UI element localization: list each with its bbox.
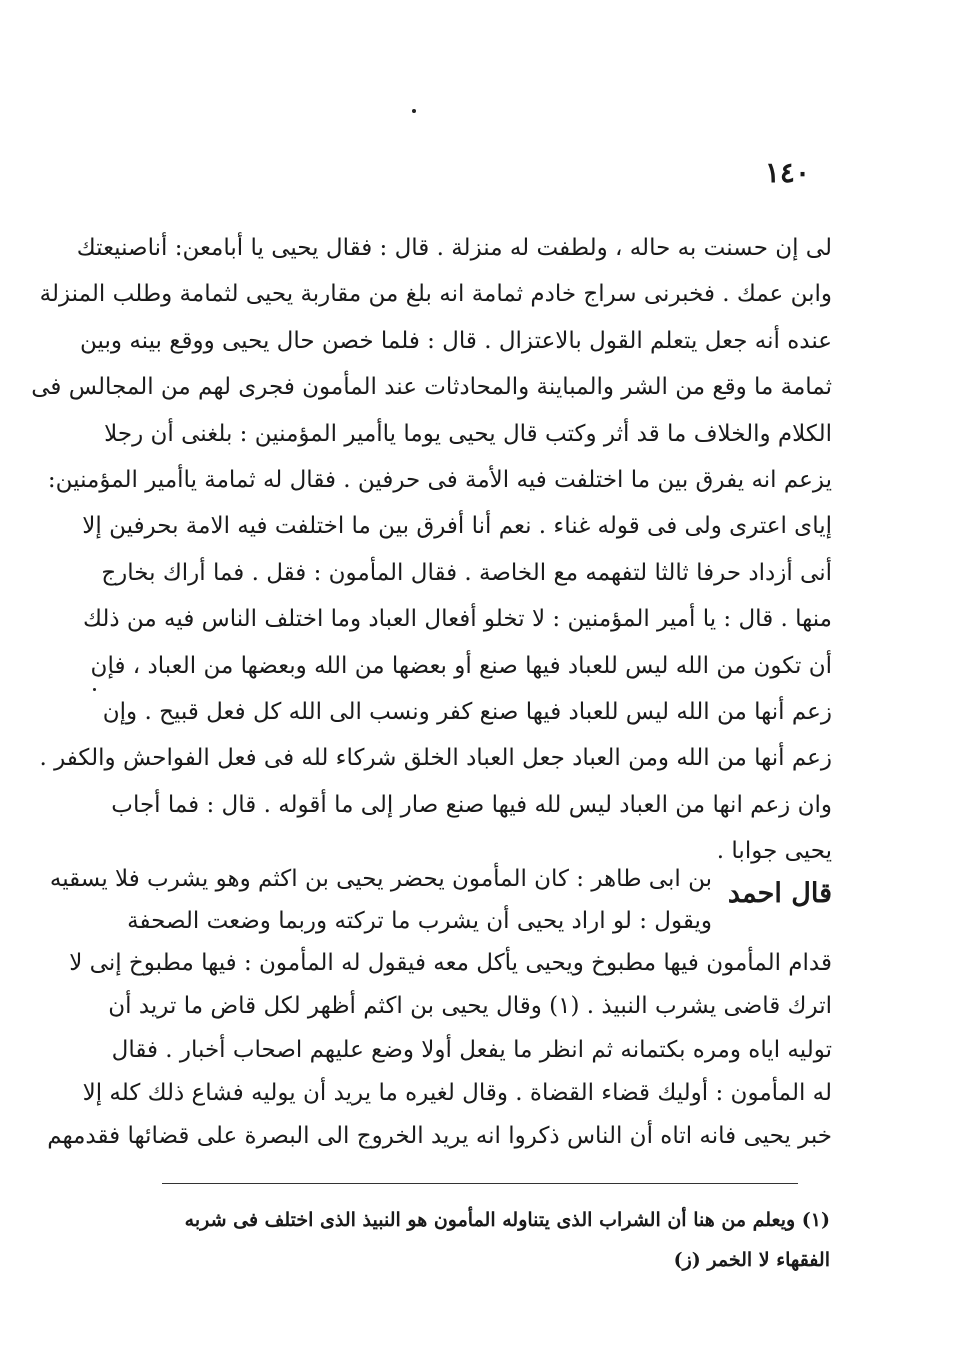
text-line: عنده أنه جعل يتعلم القول بالاعتزال . قال : فلما خصن حال يحيى ووقع بينه وبين	[80, 327, 832, 354]
text-line: له المأمون : أوليك قضاء القضاة . وقال لغيره ما يريد أن يوليه فشاع ذلك كله إلا	[82, 1079, 832, 1106]
main-paragraph	[31, 225, 832, 875]
text-line: أن تكون من الله ليس للعباد فيها صنع أو بعضها من الله وبعضها من العباد ، فإن	[90, 652, 832, 679]
narrator-heading: قال احمد	[727, 878, 832, 909]
text-line: خبر يحيى فانه اتاه أن الناس ذكروا انه يريد الخروج الى البصرة على قضائها فقدمهم	[47, 1123, 832, 1150]
narrator-text	[49, 858, 712, 942]
text-line: بن ابى طاهر : كان المأمون يحضر يحيى بن اكثم وهو يشرب فلا يسقيه	[49, 866, 712, 892]
text-line: لى إن حسنت به حاله ، ولطفت له منزلة . قال : فقال يحيى يا أبامعن: أناصنيعتك	[76, 235, 832, 261]
text-line: وان زعم انها من العباد ليس لله فيها صنع صار إلى ما أقوله . قال : فما أجاب	[111, 791, 832, 818]
text-line: الكلام والخلاف ما قد أثر وكتب قال يحيى يوما ياأمير المؤمنين : بلغنى أن رجلا	[104, 420, 832, 447]
page-number: ١٤٠	[764, 156, 810, 189]
text-line: اترك قاضى يشرب النبيذ . (١) وقال يحيى بن اكثم أظهر لكل قاض ما تريد أن	[108, 993, 832, 1020]
footnote-line: (١) ويعلم من هنا أن الشراب الذى يتناوله المأمون هو النبيذ الذى اختلف فى شربه	[184, 1209, 830, 1231]
text-line: زعم أنها من الله ومن العباد جعل العباد الخلق شركاء لله فى فعل الفواحش والكفر .	[39, 745, 832, 772]
speck-mark	[412, 109, 416, 113]
text-line: إياى اعترى ولى فى قوله غناء . نعم أنا أفرق بين ما اختلفت فيه الامة بحرفين إلا	[82, 513, 832, 540]
continuation-paragraph	[47, 942, 832, 1158]
text-line: ويقول : لو اراد يحيى أن يشرب ما تركته وربما وضعت الصحفة	[127, 908, 712, 934]
text-line: قدام المأمون فيها مطبوخ ويحيى يأكل معه فيقول له المأمون : فيها مطبوخ إنى لا	[69, 950, 832, 976]
text-line: أنى أزداد حرفا ثالثا لتفهمه مع الخاصة . فقال المأمون : فقل . فما أراك بخارج	[101, 559, 832, 586]
narrator-block	[49, 858, 832, 942]
text-line: يحيى جوابا .	[716, 838, 832, 865]
footnote-line: الفقهاء لا الخمر (ز)	[673, 1249, 830, 1271]
text-line: منها . قال : يا أمير المؤمنين : لا تخلو أفعال العباد وما اختلف الناس فيه من ذلك	[82, 606, 832, 633]
text-line: ثمامة ما وقع من الشر والمباينة والمحادثات عند المأمون فجرى لهم من المجالس فى	[31, 374, 832, 401]
text-line: يزعم انه يفرق بين ما اختلفت فيه الأمة فى حرفين . فقال له ثمامة ياأمير المؤمنين:	[47, 467, 832, 494]
footnote-divider	[162, 1183, 798, 1184]
footnote	[130, 1200, 830, 1280]
text-line: وابن عمك . فخبرنى سراج خادم ثمامة انه بلغ من مقاربة يحيى لثمامة وطلب المنزلة	[39, 281, 832, 308]
text-line: زعم أنها من الله ليس للعباد فيها صنع كفر ونسب الى الله كل فعل قبيح . وإن	[102, 699, 832, 726]
text-line: توليه اياه ومره بكتمانه ثم انظر ما يفعل أولا وضع عليهم اصحاب أخبار . فقال	[111, 1036, 832, 1063]
